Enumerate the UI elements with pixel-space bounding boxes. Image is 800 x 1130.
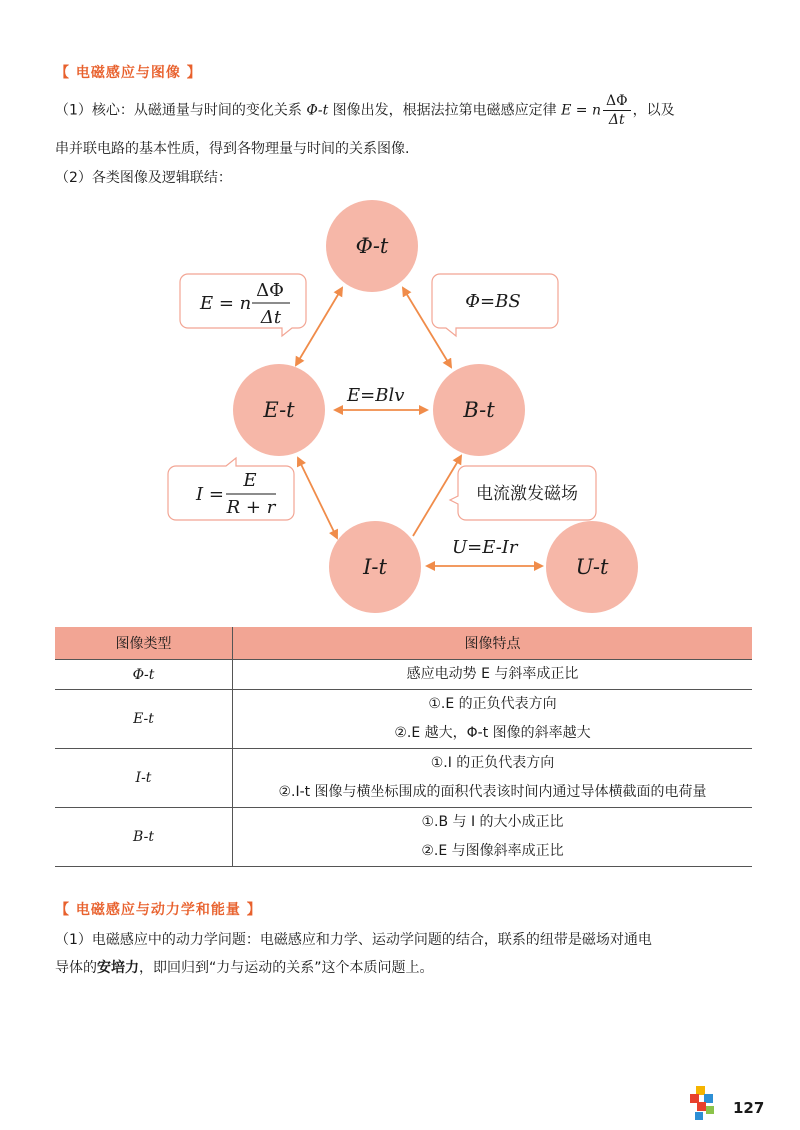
core-paragraph bbox=[55, 92, 755, 129]
node-e-t-label: E-t bbox=[263, 398, 295, 422]
logic-diagram bbox=[0, 190, 800, 620]
graphs-intro: （2）各类图像及逻辑联结： bbox=[55, 170, 232, 186]
publisher-logo-icon bbox=[690, 1086, 718, 1122]
core-text-prefix: （1）核心：从磁通量与时间的变化关系 bbox=[55, 102, 307, 119]
feature-line: ①.E 的正负代表方向 bbox=[428, 696, 557, 712]
bubble-faraday bbox=[180, 274, 306, 336]
bubble-ohm-den: R + r bbox=[226, 497, 276, 518]
core-paragraph-line2: 串并联电路的基本性质，得到各物理量与时间的关系图像. bbox=[55, 141, 410, 157]
bubble-faraday-num: ΔΦ bbox=[256, 280, 284, 301]
table-row bbox=[55, 749, 752, 808]
core-text-suffix: ，以及 bbox=[632, 102, 675, 119]
dynamics-line2-pre: 导体的 bbox=[55, 960, 97, 976]
faraday-lhs: E = n bbox=[561, 102, 601, 119]
feature-line: ②.E 越大，Φ-t 图像的斜率越大 bbox=[394, 725, 591, 741]
faraday-denominator: Δt bbox=[608, 112, 625, 128]
core-text-mid: 图像出发，根据法拉第电磁感应定律 bbox=[328, 102, 562, 119]
header-features: 图像特点 bbox=[233, 627, 753, 660]
bubble-flux-text: Φ=BS bbox=[465, 291, 521, 312]
faraday-fraction bbox=[603, 92, 631, 129]
phi-t-term: Φ-t bbox=[306, 102, 329, 119]
node-i-t bbox=[329, 521, 421, 613]
node-e-t bbox=[233, 364, 325, 456]
node-phi-t bbox=[326, 200, 418, 292]
edge-label-i-u: U=E-Ir bbox=[452, 537, 518, 558]
section-heading-image: 【 电磁感应与图像 】 bbox=[55, 65, 202, 81]
page-number: 127 bbox=[733, 1099, 765, 1117]
node-u-t bbox=[546, 521, 638, 613]
feature-line: ①.B 与 I 的大小成正比 bbox=[421, 814, 564, 830]
node-u-t-label: U-t bbox=[575, 555, 609, 579]
edge-label-e-b: E=Blv bbox=[347, 385, 405, 406]
header-type: 图像类型 bbox=[55, 627, 233, 660]
row-type: B-t bbox=[55, 808, 233, 867]
row-features bbox=[233, 660, 753, 690]
dynamics-line2-post: ，即回归到“力与运动的关系”这个本质问题上。 bbox=[139, 960, 434, 976]
arrow-i-to-b bbox=[413, 456, 461, 536]
bubble-current-field-text: 电流激发磁场 bbox=[476, 484, 578, 504]
bubble-ohm bbox=[168, 458, 294, 520]
row-features bbox=[233, 690, 753, 749]
feature-line: ②.I-t 图像与横坐标围成的面积代表该时间内通过导体横截面的电荷量 bbox=[278, 784, 707, 800]
ampere-force-term: 安培力 bbox=[97, 960, 139, 976]
table-row bbox=[55, 660, 752, 690]
row-type: I-t bbox=[55, 749, 233, 808]
bubble-ohm-num: E bbox=[243, 470, 257, 491]
bubble-ohm-lhs: I = bbox=[196, 484, 224, 505]
feature-line: ①.I 的正负代表方向 bbox=[430, 755, 555, 771]
node-b-t bbox=[433, 364, 525, 456]
node-b-t-label: B-t bbox=[463, 398, 495, 422]
graph-types-table bbox=[55, 627, 752, 867]
row-type: Φ-t bbox=[55, 660, 233, 690]
arrow-e-to-i bbox=[298, 458, 337, 538]
row-features bbox=[233, 808, 753, 867]
row-features bbox=[233, 749, 753, 808]
node-i-t-label: I-t bbox=[363, 555, 387, 579]
bubble-faraday-lhs: E = n bbox=[200, 293, 252, 314]
faraday-numerator: ΔΦ bbox=[603, 92, 631, 111]
table-row bbox=[55, 808, 752, 867]
bubble-current-field bbox=[450, 466, 596, 520]
section-heading-dynamics: 【 电磁感应与动力学和能量 】 bbox=[55, 902, 262, 918]
feature-line: ②.E 与图像斜率成正比 bbox=[421, 843, 564, 859]
dynamics-paragraph-line2 bbox=[55, 958, 755, 978]
bubble-faraday-den: Δt bbox=[260, 307, 282, 328]
table-row bbox=[55, 690, 752, 749]
feature-line: 感应电动势 E 与斜率成正比 bbox=[406, 666, 579, 682]
node-phi-t-label: Φ-t bbox=[355, 234, 389, 258]
row-type: E-t bbox=[55, 690, 233, 749]
dynamics-paragraph-line1: （1）电磁感应中的动力学问题：电磁感应和力学、运动学问题的结合，联系的纽带是磁场对通电 bbox=[55, 932, 652, 948]
bubble-flux bbox=[432, 274, 558, 336]
table-header-row bbox=[55, 627, 752, 660]
